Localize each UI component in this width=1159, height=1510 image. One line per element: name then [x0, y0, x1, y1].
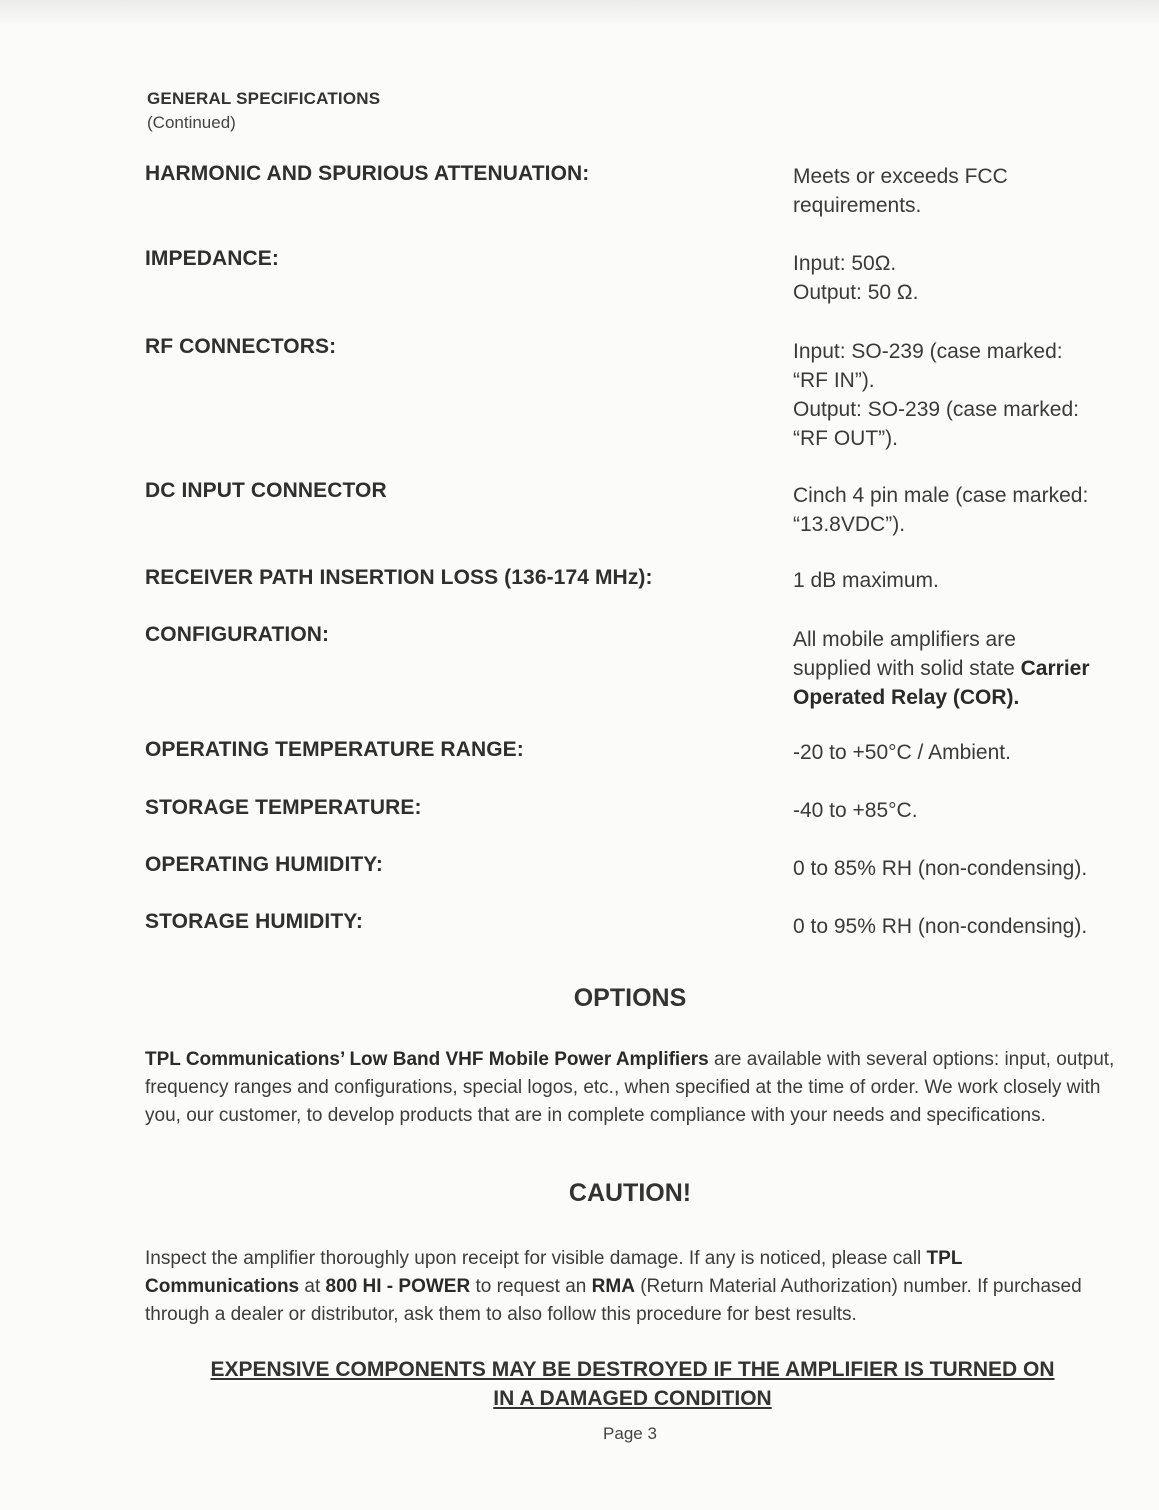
- spec-value-line: “RF OUT”).: [793, 427, 898, 450]
- spec-value-line: “RF IN”).: [793, 369, 875, 392]
- spec-label-operating-temp: OPERATING TEMPERATURE RANGE:: [145, 738, 524, 761]
- page-number: Page 3: [603, 1424, 657, 1443]
- spec-value-line: Input: SO-239 (case marked:: [793, 340, 1063, 363]
- spec-label-harmonic: HARMONIC AND SPURIOUS ATTENUATION:: [145, 162, 590, 185]
- spec-value-line: 0 to 85% RH (non-condensing).: [793, 857, 1088, 880]
- spec-value-impedance: [793, 249, 1133, 307]
- warning-line: EXPENSIVE COMPONENTS MAY BE DESTROYED IF THE AMPLIFIER IS TURNED ON: [210, 1358, 1055, 1381]
- spec-value-line: [793, 654, 1133, 683]
- spec-value-line: Meets or exceeds FCC: [793, 165, 1008, 188]
- spec-value-storage-humidity: [793, 912, 1133, 941]
- options-heading: OPTIONS: [573, 984, 687, 1012]
- section-title: GENERAL SPECIFICATIONS: [147, 89, 381, 108]
- spec-value-line: “13.8VDC”).: [793, 513, 906, 536]
- spec-value-storage-temp: [793, 796, 1133, 825]
- caution-heading: CAUTION!: [568, 1179, 692, 1207]
- spec-label-storage-temp: STORAGE TEMPERATURE:: [145, 796, 422, 819]
- spec-value-line: All mobile amplifiers are: [793, 628, 1016, 651]
- options-lead: TPL Communications’ Low Band VHF Mobile Power Amplifiers: [145, 1049, 709, 1070]
- spec-value-line: 1 dB maximum.: [793, 569, 939, 592]
- spec-value-line: requirements.: [793, 194, 922, 217]
- spec-value-line: Output: SO-239 (case marked:: [793, 398, 1079, 421]
- caution-text: (Return Material Authorization) number. If purchased through a dealer or distributor, ask them to also follow this procedure for best results.: [145, 1276, 1082, 1325]
- spec-label-insertion-loss: RECEIVER PATH INSERTION LOSS (136-174 MHz):: [145, 566, 653, 589]
- spec-label-storage-humidity: STORAGE HUMIDITY:: [145, 910, 363, 933]
- spec-value-dc-input: [793, 481, 1133, 539]
- spec-value-text: supplied with solid state: [793, 657, 1015, 680]
- caution-phone: 800 HI - POWER: [325, 1276, 471, 1297]
- caution-text: to request an: [470, 1276, 592, 1297]
- spec-value-operating-humidity: [793, 854, 1133, 883]
- spec-value-operating-temp: [793, 738, 1133, 767]
- spec-value-line: Cinch 4 pin male (case marked:: [793, 484, 1089, 507]
- caution-rma: RMA: [591, 1276, 635, 1297]
- spec-value-line: 0 to 95% RH (non-condensing).: [793, 915, 1088, 938]
- caution-text: Inspect the amplifier thoroughly upon receipt for visible damage. If any is noticed, please call: [145, 1248, 927, 1269]
- spec-label-configuration: CONFIGURATION:: [145, 623, 330, 646]
- spec-value-line: -20 to +50°C / Ambient.: [793, 741, 1011, 764]
- spec-value-configuration: [793, 625, 1133, 712]
- spec-value-harmonic: [793, 162, 1133, 220]
- spec-value-line: Input: 50Ω.: [793, 252, 897, 275]
- spec-label-dc-input: DC INPUT CONNECTOR: [145, 479, 387, 502]
- caution-paragraph: [145, 1245, 1120, 1329]
- spec-value-bold: Carrier: [1020, 657, 1090, 680]
- caution-company: TPL Communications: [145, 1248, 963, 1297]
- spec-label-rf-connectors: RF CONNECTORS:: [145, 335, 337, 358]
- section-subtitle: (Continued): [147, 113, 236, 132]
- spec-value-line: Output: 50 Ω.: [793, 281, 919, 304]
- caution-text: at: [299, 1276, 326, 1297]
- spec-label-operating-humidity: OPERATING HUMIDITY:: [145, 853, 383, 876]
- damage-warning: [145, 1355, 1120, 1413]
- scan-edge-shade: [0, 0, 1159, 26]
- spec-label-impedance: IMPEDANCE:: [145, 247, 280, 270]
- options-paragraph: [145, 1046, 1120, 1130]
- warning-line: IN A DAMAGED CONDITION: [493, 1387, 772, 1410]
- spec-value-rf-connectors: [793, 337, 1133, 453]
- options-text: are available with several options: input, output, frequency ranges and configurations, special logos, etc., when specified at the time of order. We work closely with you, our customer, to develop products that are in complete compliance with your needs and specifications.: [145, 1049, 1115, 1126]
- spec-value-line: -40 to +85°C.: [793, 799, 918, 822]
- spec-value-bold: Operated Relay (COR).: [793, 686, 1020, 709]
- spec-value-insertion-loss: [793, 566, 1133, 595]
- spec-value-line: [793, 683, 1133, 712]
